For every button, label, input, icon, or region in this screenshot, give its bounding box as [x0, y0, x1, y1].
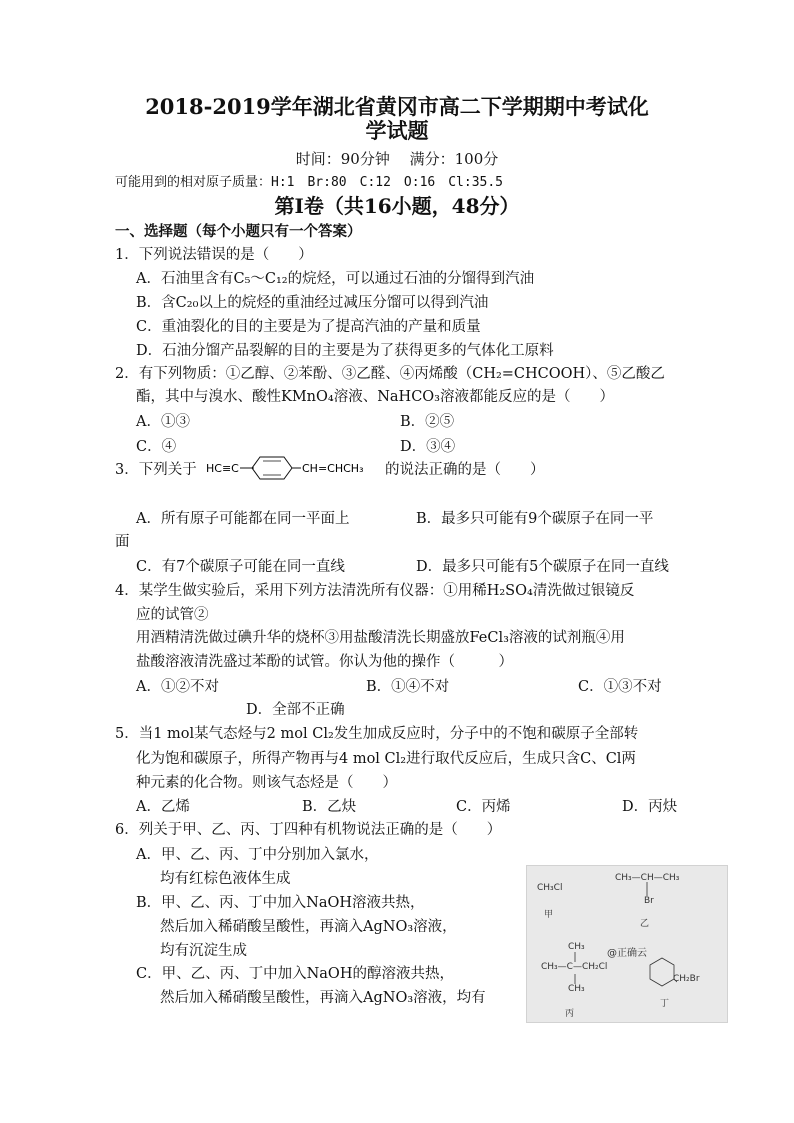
q5-stem-line3: 种元素的化合物。则该气态烃是（ ） — [136, 775, 397, 791]
q4-stem-line1: 4．某学生做实验后，采用下列方法清洗所有仪器：①用稀H₂SO₄清洗做过银镜反 — [115, 583, 635, 599]
q1-option-c: C．重油裂化的目的主要是为了提高汽油的产量和质量 — [136, 319, 481, 335]
q3-option-c: C．有7个碳原子可能在同一直线 — [136, 559, 345, 575]
yi-br: Br — [644, 896, 654, 906]
q4-option-b: B．①④不对 — [366, 679, 450, 695]
yi-label: 乙 — [640, 919, 650, 929]
q3-structure-diagram — [206, 455, 381, 481]
jia-formula: CH₃Cl — [537, 883, 563, 893]
q5-option-c: C．丙烯 — [456, 799, 511, 815]
q4-stem-line3: 用酒精清洗做过碘升华的烧杯③用盐酸清洗长期盛放FeCl₃溶液的试剂瓶④用 — [136, 630, 625, 646]
q6-option-b-line1: B．甲、乙、丙、丁中加入NaOH溶液共热， — [136, 895, 425, 911]
q6-option-a-line1: A．甲、乙、丙、丁中分别加入氯水， — [136, 847, 379, 863]
q5-stem-line1: 5．当1 mol某气态烃与2 mol Cl₂发生加成反应时，分子中的不饱和碳原子全部转 — [115, 726, 639, 742]
q3-struct-left: HC≡C — [206, 462, 239, 475]
q5-stem-line2: 化为饱和碳原子，所得产物再与4 mol Cl₂进行取代反应后，生成只含C、Cl两 — [136, 751, 636, 767]
q4-stem-line4: 盐酸溶液清洗盛过苯酚的试管。你认为他的操作（ ） — [136, 654, 513, 670]
yi-bond-line — [645, 882, 649, 896]
q6-option-c-line1: C．甲、乙、丙、丁中加入NaOH的醇溶液共热， — [136, 966, 454, 982]
bing-top-methyl: CH₃ — [568, 942, 585, 952]
exam-title-line1: 2018-2019学年湖北省黄冈市高二下学期期中考试化 — [145, 94, 649, 119]
q5-option-a: A．乙烯 — [136, 799, 190, 815]
q6-stem: 6．列关于甲、乙、丙、丁四种有机物说法正确的是（ ） — [115, 822, 502, 838]
q3-prefix: 3．下列关于 — [115, 462, 197, 478]
q6-option-b-line2: 然后加入稀硝酸呈酸性，再滴入AgNO₃溶液， — [160, 919, 457, 935]
q5-option-d: D．丙炔 — [622, 799, 678, 815]
bing-label: 丙 — [565, 1009, 575, 1019]
q2-stem-line2: 酯，其中与溴水、酸性KMnO₄溶液、NaHCO₃溶液都能反应的是（ ） — [136, 389, 614, 405]
exam-time-info: 时间：90分钟 满分：100分 — [295, 150, 499, 168]
jia-label: 甲 — [544, 910, 554, 920]
q6-structures-figure — [526, 865, 728, 1023]
watermark-label: @正确云 — [607, 948, 647, 959]
q3-option-a: A．所有原子可能都在同一平面上 — [136, 511, 350, 527]
q3-option-b-continued: 面 — [115, 534, 130, 550]
q3-suffix: 的说法正确的是（ ） — [385, 462, 545, 478]
q2-stem-line1: 2．有下列物质：①乙醇、②苯酚、③乙醛、④丙烯酸（CH₂=CHCOOH）、⑤乙酸乙 — [115, 366, 665, 382]
volume-title: 第Ⅰ卷（共16小题，48分） — [274, 194, 520, 218]
q6-option-a-line2: 均有红棕色液体生成 — [160, 871, 291, 887]
q4-option-c: C．①③不对 — [578, 679, 662, 695]
q4-option-a: A．①②不对 — [136, 679, 219, 695]
q1-stem: 1．下列说法错误的是（ ） — [115, 247, 313, 263]
q3-option-b: B．最多只可能有9个碳原子在同一平 — [416, 511, 654, 527]
bing-bottom-methyl: CH₃ — [568, 984, 585, 994]
ding-formula: CH₂Br — [673, 974, 700, 984]
q1-option-d: D．石油分馏产品裂解的目的主要是为了获得更多的气体化工原料 — [136, 343, 554, 359]
ding-label: 丁 — [660, 999, 670, 1009]
q4-option-d: D．全部不正确 — [246, 702, 345, 718]
q4-stem-line2: 应的试管② — [136, 607, 209, 623]
q1-option-a: A．石油里含有C₅～C₁₂的烷烃，可以通过石油的分馏得到汽油 — [136, 271, 535, 287]
yi-formula: CH₃—CH—CH₃ — [615, 873, 680, 883]
exam-title-line2: 学试题 — [365, 118, 429, 143]
q2-option-b: B．②⑤ — [400, 414, 455, 430]
benzene-ring-icon — [252, 457, 292, 479]
q3-struct-right: CH=CHCH₃ — [302, 462, 364, 475]
q6-option-c-line2: 然后加入稀硝酸呈酸性，再滴入AgNO₃溶液，均有 — [160, 990, 486, 1006]
section-title: 一、选择题（每个小题只有一个答案） — [115, 223, 362, 240]
q2-option-a: A．①③ — [136, 414, 190, 430]
q5-option-b: B．乙炔 — [302, 799, 357, 815]
q2-option-d: D．③④ — [400, 439, 456, 455]
q6-option-b-line3: 均有沉淀生成 — [160, 943, 247, 959]
atomic-mass-info: 可能用到的相对原子质量：H:1 Br:80 C:12 O:16 Cl:35.5 — [115, 175, 504, 190]
q2-option-c: C．④ — [136, 439, 177, 455]
q3-option-d: D．最多只可能有5个碳原子在同一直线 — [416, 559, 669, 575]
bing-main-chain: CH₃—C—CH₂Cl — [541, 962, 608, 972]
q1-option-b: B．含C₂₀以上的烷烃的重油经过减压分馏可以得到汽油 — [136, 295, 489, 311]
